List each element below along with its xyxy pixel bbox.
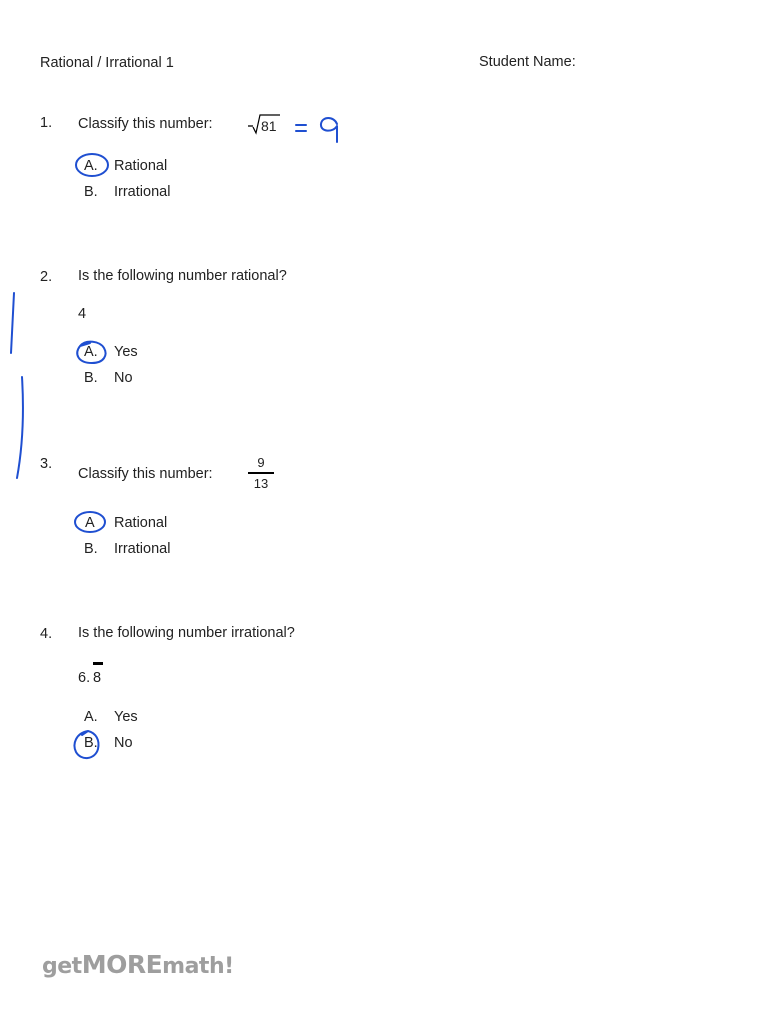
- option-text[interactable]: No: [114, 370, 133, 386]
- option-text[interactable]: Yes: [114, 344, 138, 360]
- question-number: 4.: [40, 626, 53, 642]
- question-prompt: Is the following number irrational?: [78, 625, 295, 641]
- question-number: 2.: [40, 269, 53, 285]
- question-prompt: Classify this number:: [78, 116, 213, 132]
- fraction-bar: [248, 472, 274, 474]
- option-text[interactable]: Rational: [114, 158, 168, 174]
- option-letter[interactable]: A.: [84, 344, 98, 360]
- option-letter[interactable]: A.: [84, 709, 98, 725]
- getmoremath-logo: getMOREmath!: [42, 950, 234, 979]
- repeating-bar: [93, 662, 103, 665]
- option-letter[interactable]: B.: [84, 541, 98, 557]
- repeating-decimal-value: [78, 662, 108, 690]
- option-letter[interactable]: A: [85, 515, 95, 531]
- option-letter[interactable]: B.: [84, 735, 98, 751]
- margin-mark-bottom: [17, 377, 23, 478]
- option-text[interactable]: Irrational: [114, 184, 171, 200]
- question-number: 3.: [40, 456, 53, 472]
- negative-square-root-expression: [248, 113, 284, 137]
- option-letter[interactable]: B.: [84, 184, 98, 200]
- margin-mark-top: [11, 293, 14, 353]
- repeating-digit: 8: [93, 670, 102, 686]
- option-text[interactable]: Rational: [114, 515, 168, 531]
- question-prompt: Classify this number:: [78, 466, 213, 482]
- fraction-denominator: 13: [253, 476, 269, 491]
- option-text[interactable]: No: [114, 735, 133, 751]
- decimal-whole-part: 6.: [78, 670, 91, 686]
- option-letter[interactable]: A.: [84, 158, 98, 174]
- worksheet-title: Rational / Irrational 1: [40, 55, 174, 71]
- question-prompt: Is the following number rational?: [78, 268, 287, 284]
- option-text[interactable]: Yes: [114, 709, 138, 725]
- handwritten-nine-icon: [321, 118, 337, 142]
- option-text[interactable]: Irrational: [114, 541, 171, 557]
- radicand: 81: [261, 118, 277, 134]
- fraction-expression: [247, 455, 275, 491]
- option-letter[interactable]: B.: [84, 370, 98, 386]
- fraction-numerator: 9: [257, 455, 265, 470]
- student-name-label: Student Name:: [479, 54, 576, 70]
- question-number: 1.: [40, 115, 53, 131]
- question-value: 4: [78, 306, 87, 322]
